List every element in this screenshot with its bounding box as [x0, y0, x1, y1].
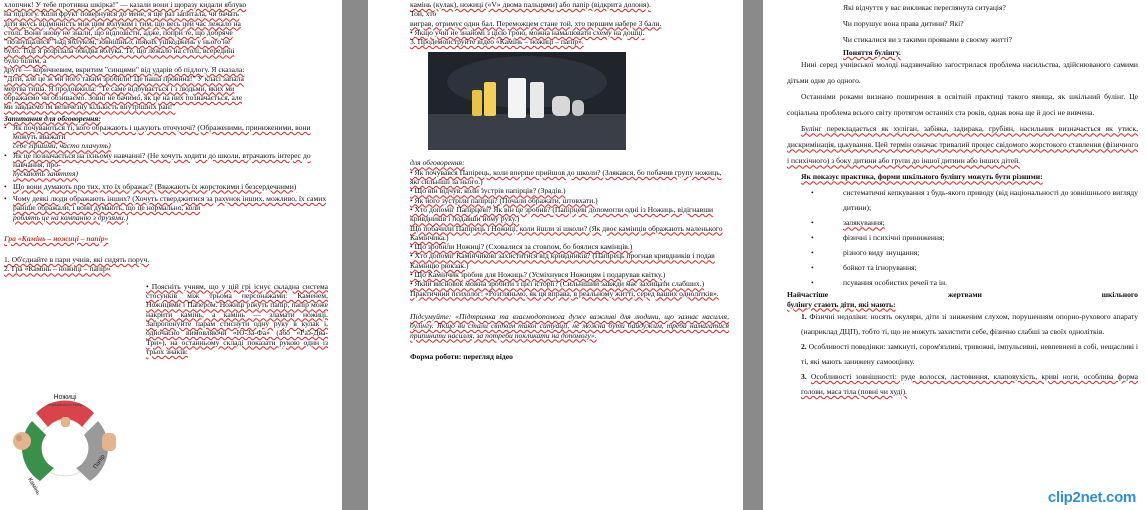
reflection-question: Чи порушує вона права дитини? Які?	[843, 19, 964, 28]
video-frame	[428, 52, 626, 150]
paragraph: Нині серед учнівської молоді надзвичайно загострилася проблема насильства, здійснюваного самими дітьми одне до одного.	[787, 60, 1138, 86]
summary: Підсумуйте: «Підтримка та взаємодопомога дуже важливі для людини, що зазнає насилля, булінгу. Якщо ви стали свідком такої ситуації, не можна бути байдужим, треба намагатися припинити насилля, за потреби покликати на допомогу».	[410, 311, 729, 340]
text-line: хлопчик! У тебе противна шкірка!" — казали вони і щоразу кидали яблуко	[4, 0, 247, 9]
rock-paper-scissors-diagram	[6, 393, 124, 503]
list-item: • систематичні кепкування з будь-якого приводу (від національності до зовнішнього вигляду дитини);	[787, 185, 1138, 215]
victims-heading	[787, 290, 1138, 299]
question-1-cont: себе гіршими, часто плачуть)	[13, 141, 111, 151]
forms-title: Як показує практика, форми шкільного булінгу можуть бути різними:	[801, 172, 1043, 182]
game-rules: • Поясніть учням, що у цій грі існує складна система стосунків між трьома персонажами: Каменем, Ножицями і Папером. Ножиці ріжуть папір, папір може накрити камінь, а камінь — зламати ножиці. Запропонуйте парам стиснути одну руку в кулак і, одночасно вимовляючи «Ю-За-Фа» (або «Раз-Два-Три»), на останньому складі показати рукою один із трьох знаків:	[146, 281, 328, 356]
text-line: друге — коричневим, вкритим "синцями" від ударів об підлогу. Я сказала:	[4, 65, 245, 75]
qa-item: • Як почувався Папірець, коли вперше прийшов до школи? (Злякався, бо побачив групу ножиць, які сильніші за нього.)	[410, 167, 722, 187]
qa-item: Що побачили Папірець і Ножиці, коли йшли зі школи? (Як двоє камінців ображають маленького Камінчика.)	[410, 223, 723, 242]
victims-list	[787, 309, 1138, 399]
list-item: • залякування;	[787, 215, 1138, 230]
victims-word: шкільного	[1101, 290, 1138, 300]
question-1: • Як почуваються ті, кого ображають і цькують оточуючі? (Ображеними, приниженими, вони можуть вважати	[4, 123, 328, 142]
list-item: • псування особистих речей та ін.	[787, 275, 1138, 290]
list-item: • різного виду знущання;	[787, 245, 1138, 260]
qa-item: • Як його зустріли папірці? (Почали ображати, штовхати.)	[410, 195, 598, 205]
paper-label: Папір	[92, 453, 107, 471]
list-item: • бойкот та ігнорування;	[787, 260, 1138, 275]
text-line: мертва тиша. Я продовжила: "Те саме відбувається і з людьми, яких ми	[4, 83, 235, 93]
text-line: було. Тоді я розрізала обидва яблука. Те, що лежало на столі, всередині	[4, 46, 235, 56]
text-line: "познущалися" над яблуком, зовнішньо, ніяких ушкоджень у нього не	[4, 37, 231, 47]
psychologist-note: Практичний психолог: «Розгляньмо, як ця вправа, в реальному житті, серед ваших однолітків».	[410, 288, 719, 298]
scissors-sublabel: перемагають папір	[47, 402, 83, 407]
reflection-question: Чи стикалися ви з такими проявами в своєму житті?	[843, 35, 1013, 44]
question-3: • Що вони думають про тих, хто їх ображає? (Вважають їх жорстокими і безсердечними)	[4, 182, 328, 191]
question-2-cont: пускають заняття)	[13, 169, 79, 179]
scissors-hand-icon	[61, 417, 70, 427]
qa-item: • Що він відчув, коли зустрів папірців? (Зрадів.)	[410, 186, 566, 196]
fist-icon	[13, 432, 31, 450]
victims-word: Найчастіше	[787, 290, 829, 300]
video-thumbnail[interactable]	[428, 52, 626, 150]
paragraph: Останніми роками визнано поширення в освітній практиці такого явища, як шкільний булінг. Це соціальна проблема всього світу протягом останніх ста років, однак вона ще й досі не вивчена.	[787, 92, 1138, 118]
story-text	[4, 0, 328, 112]
list-item: • фізичні і психічні приниження;	[787, 230, 1138, 245]
palm-icon	[102, 433, 116, 451]
questions-heading: Запитання для обговорення:	[4, 113, 101, 123]
intro-line: Той, хто	[410, 9, 437, 19]
work-form: Форма роботи: перегляд відео	[410, 351, 513, 361]
numbered-item: 3. Особливості зовнішності: руде волосся, ластовиння, клаповухість, криві ноги, особлива форма голови, маса тіла (повні чи худі).	[801, 371, 1139, 396]
scissors-label: Ножиці	[53, 394, 77, 401]
text-line: ми завдаємо їм величезну кількість внутрішніх ран!"	[4, 102, 176, 112]
numbered-item: 2. Особливості поведінки: замкнуті, сором'язливі, тривожні, імпульсивні, невпевнені в собі, нещасливі і ті, які мають занижену самооцінку.	[801, 341, 1138, 366]
document-page-1	[0, 0, 342, 510]
watermark-logo: clip2net.com	[1047, 489, 1136, 506]
question-2: • Як це позначається на їхньому навчанні? (Не хочуть ходити до школи, втрачають інтерес до навчання, про-	[4, 151, 328, 170]
document-page-2	[368, 0, 743, 510]
qa-item: • Хто допоміг Папірцеві? Як він це зробив? (Папірцеві допомогли одні із Ножиць, відігнавши кривдників і подавши йому руку.)	[410, 204, 714, 224]
paragraph: Булінг перекладається як хуліган, забіяка, задирака, грубіян, насильник визначається як утиск, дискримінація, цькування. Цей термін означає тривалий процес свідомого жорстокого ставлення (фізичного і психічного) з боку дитини або групи до іншої дитини або інших дітей.	[787, 124, 1138, 166]
intro-line: • Якщо учні не знайомі з цією грою, можна намалювати схему на дошці.	[410, 27, 645, 37]
victims-word: жертвами	[947, 290, 982, 300]
victims-heading-cont: булінгу стають діти, які мають:	[787, 299, 896, 309]
concept-title: Поняття булінгу.	[843, 48, 901, 57]
forms-list	[787, 185, 1138, 290]
document-page-3	[763, 0, 1146, 510]
qa-item: • Який висновок можна зробити з цієї історії? (Сильніший завжди має захищати слабших.)	[410, 279, 705, 289]
question-4: • Чому деякі люди ображають інших? (Хочуть стверджитися за рахунок інших, можливо, їх самих раніше ображали, і вони думають, що це нормально, коли	[4, 194, 328, 213]
step-2: 2. Гра «Камінь – ножиці – папір»	[4, 264, 111, 274]
step-1: 1. Об'єднайте в пари учнів, які сидять поруч.	[4, 255, 150, 265]
text-line: "Діти, але це ж ми його таким зробили! Це наша провина!" У класі запала	[4, 74, 244, 84]
intro-line: 3. Продемонструйте відео «Камінь – ножиці – папір».	[410, 37, 584, 47]
text-line: столі. Вони знову не знали, що відповісти, адже, попри те, що добряче	[4, 27, 233, 37]
numbered-item: 1. Фізичні недоліки: носять окуляри, діти зі зниженим слухом, порушенням опорно-рухового апарату (наприклад ДЦП), тобто ті, що не можуть захистити себе, фізично слабші за своїх однолітків.	[801, 311, 1138, 336]
text-line: ображаємо чи обзиваємо. Зовні не бачимо, як це на них позначається, але	[4, 92, 243, 102]
text-line: діти якусь відмінність між цим яблуком і тим, що весь цей час лежало на	[4, 18, 241, 28]
paper-sector	[76, 421, 108, 481]
text-line: на підлогу. Коли фрукт повернувся до мене, я ще раз запитала, чи бачать	[4, 9, 240, 19]
qa-item: • Хто допоміг Камінчикові захиститися від кривдників? (Папірець прогнав кривдників і подав Камінцю рюкзак.)	[410, 251, 715, 270]
game-title: Гра «Камінь – ножиці – папір»	[4, 233, 109, 243]
question-4-cont: роблять це на компанію з друзями.)	[13, 212, 129, 222]
rock-sector	[22, 421, 54, 481]
intro-line: камінь (кулак), ножиці («V» двома пальцями) або папір (відкрита долоня).	[410, 0, 651, 9]
paper-character	[508, 78, 544, 118]
intro-line: виграв, отримує один бал. Переможцем стане той, хто першим набере 3 бали.	[410, 18, 662, 28]
reflection-question: Які відчуття у вас викликає переглянута ситуація?	[843, 3, 1006, 12]
rock-label: Камінь	[26, 477, 41, 497]
discussion-heading: для обговорення:	[410, 158, 465, 168]
qa-item: • Що зробили Ножиці? (Сховалися за стовпом, бо боялися камінців.)	[410, 242, 633, 252]
qa-item: • Що Камінчик зробив для Ножиць? (Усміхнувся Ножицям і подарував квітку.)	[410, 270, 666, 280]
text-line: було білим, а	[4, 55, 47, 65]
